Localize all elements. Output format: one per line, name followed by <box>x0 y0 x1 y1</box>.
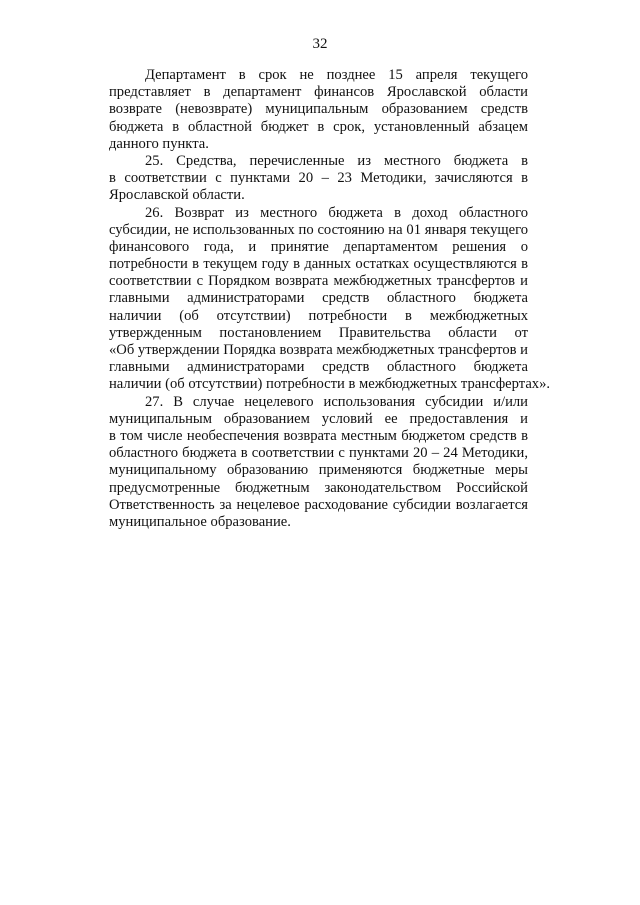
text-line: «Об утверждении Порядка возврата межбюджетных трансфертов и <box>109 342 528 358</box>
text-line: главными администраторами средств областного бюджета <box>109 290 528 307</box>
text-line: потребности в текущем году в данных остатках осуществляются в <box>109 256 528 273</box>
page-number: 32 <box>312 36 328 52</box>
text-line: муниципальным образованием условий ее предоставления и <box>109 410 528 427</box>
text-line: бюджета в областной бюджет в срок, установленный абзацем <box>109 118 528 135</box>
text-line: Департамент в срок не позднее 15 апреля текущего <box>145 67 528 83</box>
text-line: наличии (об отсутствии) потребности в межбюджетных <box>109 307 528 324</box>
text-line: в соответствии с пунктами 20 – 23 Методики, зачисляются в <box>109 170 528 187</box>
text-line: муниципальное образование. <box>109 513 291 530</box>
document-body <box>109 67 551 531</box>
text-line: финансового года, и принятие департаментом решения о <box>109 238 528 255</box>
text-line: Ответственность за нецелевое расходование субсидии возлагается <box>109 496 528 513</box>
text-line: наличии (об отсутствии) потребности в межбюджетных трансфертах». <box>109 376 551 393</box>
text-line: Ярославской области. <box>109 187 245 204</box>
text-line: главными администраторами средств областного бюджета <box>109 359 528 376</box>
text-line: муниципальному образованию применяются бюджетные меры <box>109 462 528 479</box>
text-line: предусмотренные бюджетным законодательством Российской <box>109 479 528 496</box>
text-line: утвержденным постановлением Правительства области от <box>109 324 528 341</box>
text-line: 27. В случае нецелевого использования субсидии и/или <box>145 393 528 410</box>
text-line: субсидии, не использованных по состоянию на 01 января текущего <box>109 221 528 238</box>
text-line: 26. Возврат из местного бюджета в доход областного <box>145 204 528 221</box>
text-line: областного бюджета в соответствии с пунктами 20 – 24 Методики, <box>109 445 528 462</box>
text-line: представляет в департамент финансов Ярославской области <box>109 84 528 101</box>
text-line: возврате (невозврате) муниципальным образованием средств <box>109 101 528 118</box>
text-line: данного пункта. <box>109 135 209 152</box>
text-line: соответствии с Порядком возврата межбюджетных трансфертов и <box>109 273 528 290</box>
text-line: 25. Средства, перечисленные из местного бюджета в <box>145 152 528 169</box>
text-line: в том числе необеспечения возврата местным бюджетом средств в <box>109 427 528 444</box>
